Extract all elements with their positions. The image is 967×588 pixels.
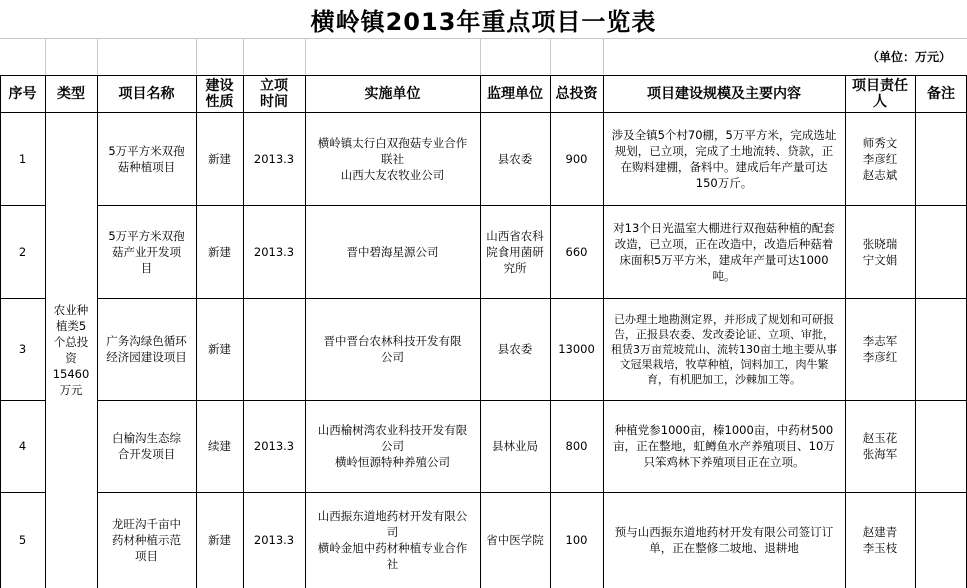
row-2-name: 5万平方米双孢菇产业开发项目 xyxy=(108,228,185,275)
type-cell: 农业种植类5个总投资15460万元 xyxy=(52,303,90,397)
row-4-investment: 800 xyxy=(565,439,588,453)
row-1-supervisor: 县农委 xyxy=(497,151,533,166)
sheet-title: 横岭镇2013年重点项目一览表 xyxy=(310,7,657,36)
row-5-no: 5 xyxy=(18,533,27,547)
row-4-no: 4 xyxy=(18,439,27,453)
row-1-content: 涉及全镇5个村70棚，5万平方米，完成选址规划，已立项，完成了土地流转、贷款，正在购料建棚，备料中。建成后年产量可达150万斤。 xyxy=(611,127,837,190)
row-5-name: 龙旺沟千亩中药材种植示范项目 xyxy=(112,517,181,563)
row-3-content: 已办理土地勘测定界，并形成了规划和可研报告，正报县农委、发改委论证、立项、审批，租赁3万亩荒坡荒山、流转130亩土地主要从事文冠果栽培，牧草种植，饲料加工，肉牛繁育，有机肥加工，沙棘加工等。 xyxy=(611,312,837,386)
header-content: 项目建设规模及主要内容 xyxy=(647,85,801,102)
row-3-investment: 13000 xyxy=(558,342,595,356)
row-5-supervisor: 省中医学院 xyxy=(486,533,544,547)
row-1-investment: 900 xyxy=(565,151,588,166)
row-5-content: 预与山西振东道地药材开发有限公司签订订单，正在整修二坡地、退耕地 xyxy=(614,525,834,555)
row-3-supervisor: 县农委 xyxy=(497,342,533,356)
header-responsible: 项目责任人 xyxy=(852,77,908,110)
row-2-no: 2 xyxy=(18,244,27,259)
row-5-responsible: 赵建青 李玉枝 xyxy=(862,525,898,555)
row-3-implementer: 晋中晋台农林科技开发有限公司 xyxy=(323,334,462,364)
row-4-supervisor: 县林业局 xyxy=(492,439,538,453)
row-2-investment: 660 xyxy=(565,244,588,259)
header-type: 类型 xyxy=(57,85,85,102)
row-4-implementer: 山西榆树湾农业科技开发有限公司 横岭恒源特种养殖公司 xyxy=(317,423,468,469)
row-2-content: 对13个日光温室大棚进行双孢菇种植的配套改造，已立项，正在改造中，改造后种菇着床面积5万平方米，建成年产量可达1000吨。 xyxy=(613,220,835,283)
row-2-nature: 新建 xyxy=(208,244,231,259)
row-2-implementer: 晋中碧海星源公司 xyxy=(346,244,439,259)
row-1-name: 5万平方米双孢菇种植项目 xyxy=(108,143,185,174)
row-2-supervisor: 山西省农科院食用菌研究所 xyxy=(486,228,544,275)
row-2-date: 2013.3 xyxy=(253,244,295,259)
row-4-nature: 续建 xyxy=(208,439,231,453)
row-5-implementer: 山西振东道地药材开发有限公司 横岭金旭中药材种植专业合作社 xyxy=(317,509,468,571)
row-1-no: 1 xyxy=(18,151,27,166)
row-4-content: 种植党参1000亩，榛1000亩，中药材500亩，正在整地，虹鳟鱼水产养殖项目、10万只笨鸡林下养殖项目正在立项。 xyxy=(613,423,835,469)
row-3-date xyxy=(243,298,305,400)
row-5-date: 2013.3 xyxy=(253,533,295,547)
unit-label: （单位：万元） xyxy=(866,50,951,64)
header-supervisor: 监理单位 xyxy=(487,85,543,102)
header-remark: 备注 xyxy=(927,85,955,102)
row-1-date: 2013.3 xyxy=(253,151,295,166)
row-4-name: 白榆沟生态综合开发项目 xyxy=(112,431,181,461)
header-name: 项目名称 xyxy=(118,85,175,102)
row-1-nature: 新建 xyxy=(208,151,231,166)
row-5-nature: 新建 xyxy=(208,533,231,547)
row-1-implementer: 横岭镇太行白双孢菇专业合作联社 山西大友农牧业公司 xyxy=(317,135,468,182)
header-nature: 建设性质 xyxy=(205,77,234,110)
row-2-responsible: 张晓瑞 宁文娟 xyxy=(862,236,898,267)
row-4-date: 2013.3 xyxy=(253,439,295,453)
row-3-name: 广务沟绿色循环经济园建设项目 xyxy=(106,334,187,364)
header-investment: 总投资 xyxy=(555,85,598,102)
row-3-nature: 新建 xyxy=(208,342,231,356)
header-date: 立项时间 xyxy=(260,77,288,110)
row-4-responsible: 赵玉花 张海军 xyxy=(862,431,898,461)
row-3-responsible: 李志军 李彦红 xyxy=(862,334,898,364)
row-3-no: 3 xyxy=(18,342,27,356)
header-implementer: 实施单位 xyxy=(364,85,421,102)
header-no: 序号 xyxy=(8,85,37,102)
row-5-investment: 100 xyxy=(565,533,588,547)
row-1-responsible: 师秀文 李彦红 赵志斌 xyxy=(862,135,898,182)
